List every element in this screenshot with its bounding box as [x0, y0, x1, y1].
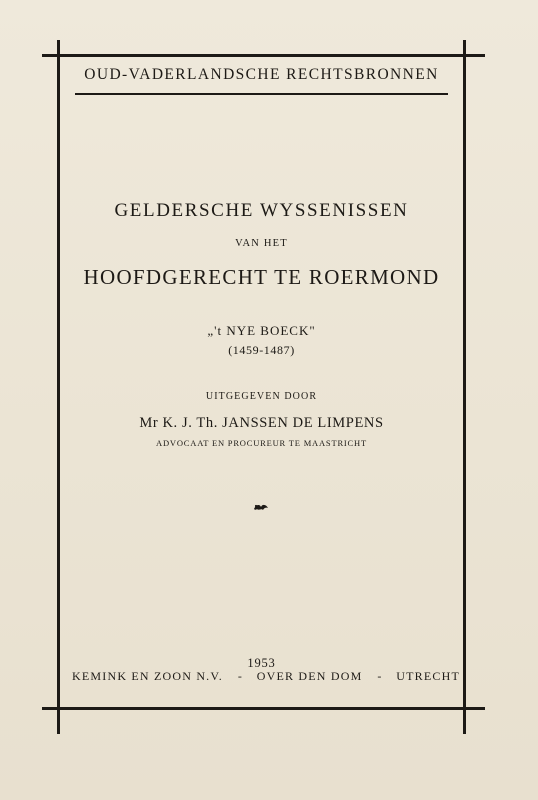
main-title-line1: GELDERSCHE WYSSENISSEN [114, 200, 409, 221]
author-role: ADVOCAAT EN PROCUREUR TE MAASTRICHT [156, 438, 367, 448]
publisher-separator: - [237, 669, 242, 683]
publisher-street: OVER DEN DOM [256, 669, 363, 683]
frame-right-rule [463, 40, 466, 734]
frame-top-rule [42, 54, 485, 57]
author-name: Mr K. J. Th. JANSSEN DE LIMPENS [139, 415, 384, 431]
issued-by-label: UITGEGEVEN DOOR [205, 391, 318, 402]
date-range: (1459-1487) [228, 343, 295, 357]
fleuron-icon [253, 502, 269, 512]
publication-year: 1953 [247, 656, 276, 670]
publisher-line [72, 669, 460, 684]
publisher-city: UTRECHT [396, 669, 460, 683]
series-underline [75, 93, 448, 95]
publisher-separator: - [377, 669, 382, 683]
main-title-line2: HOOFDGERECHT TE ROERMOND [83, 265, 440, 289]
frame-bottom-rule [42, 707, 485, 710]
title-connector: VAN HET [235, 238, 288, 249]
publisher-name: KEMINK EN ZOON N.V. [72, 669, 223, 683]
book-title: „'t NYE BOECK" [207, 323, 316, 338]
series-title: OUD-VADERLANDSCHE RECHTSBRONNEN [84, 66, 439, 83]
frame-left-rule [57, 40, 60, 734]
